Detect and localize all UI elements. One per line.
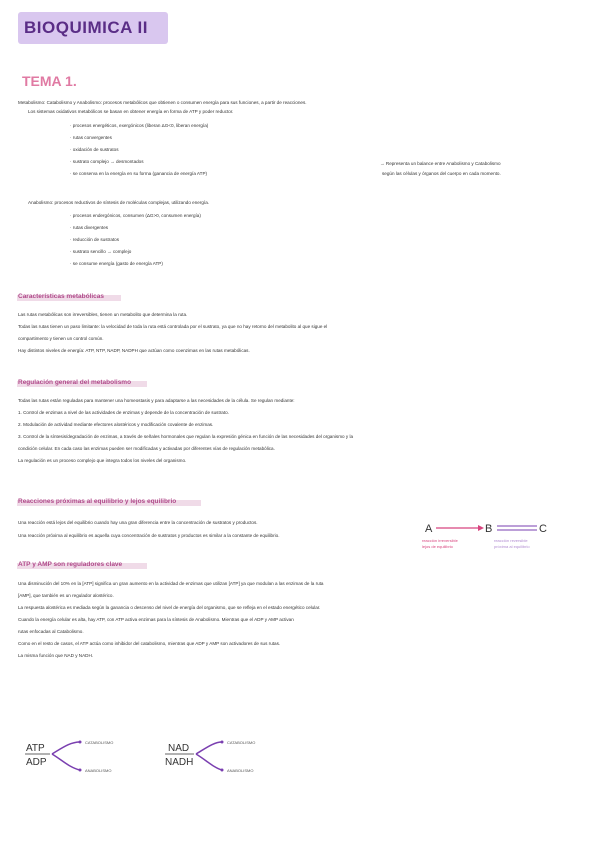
irreversible-label: reacción irreversible [422, 538, 458, 543]
reversible-label: reacción reversible [494, 538, 528, 543]
atp-adp-diagram [20, 730, 140, 780]
atp-line: [AMP], que también es un regulador alostérico. [18, 593, 114, 598]
catabolism-item: · oxidación de sustratos [70, 147, 119, 152]
metabolite-b: B [485, 523, 493, 535]
anabolism-item: · sustrato sencillo → complejo [70, 249, 132, 254]
atp-line: rutas enfocadas al Catabolismo. [18, 629, 84, 634]
adp-label: ADP [26, 757, 47, 768]
metabolite-c: C [539, 523, 547, 535]
anabolism-branch [52, 754, 80, 770]
metabolite-a: A [425, 523, 433, 535]
atp-line: La respuesta alostérica es mediada según la ganancia o descenso del nivel de energía del organismo, que se refleja en el estado energético celular. [18, 605, 321, 610]
anabolism-branch [196, 754, 222, 770]
equilibrium-diagram [420, 518, 560, 558]
regulation-line: 2. Modulación de actividad mediante efectores alostéricos y modificación covalente de enzimas. [18, 422, 214, 427]
catabolism-branch [52, 742, 80, 754]
irreversible-sub-label: lejos de equilibrio [422, 544, 453, 549]
catabolism-branch [196, 742, 222, 754]
catabolism-item: · se conserva en la energía en su forma (ganancia de energía ATP) [70, 171, 208, 176]
reactions-line: Una reacción próxima al equilibrio es aquella cuya concentración de sustratos y productos es similar a la constante de equilibrio. [18, 533, 280, 538]
nad-label: NAD [168, 743, 190, 754]
nad-nadh-diagram [160, 730, 280, 780]
section-heading-reactions: Reacciones próximas al equilibrio y lejos equilibrio [18, 498, 177, 505]
atp-label: ATP [26, 743, 45, 754]
catabolism-item: · sustrato complejo → desmontados [70, 159, 144, 164]
characteristics-line: compartimento y tienen un control común. [18, 336, 104, 341]
intro-line-2: Los sistemas oxidativos metabólicos se basan en obtener energía en forma de ATP y poder reductor. [28, 109, 234, 114]
regulation-line: 3. Control de la síntesis/degradación de enzimas, a través de señales hormonales que regulan la expresión génica en función de las necesidades del organismo y la [18, 434, 354, 439]
document-title: BIOQUIMICA II [24, 18, 148, 37]
side-note: según las células y órganos del cuerpo en cada momento. [382, 171, 501, 176]
side-note: → Representa un balance entre Anabolismo y Catabolismo [380, 161, 501, 166]
tema-heading: TEMA 1. [22, 73, 77, 89]
anabolism-label: ANABOLISMO [85, 768, 112, 773]
nadh-label: NADH [165, 757, 194, 768]
anabolism-item: · rutas divergentes [70, 225, 109, 230]
anabolism-item: · se consume energía (gasto de energía ATP) [70, 261, 163, 266]
catabolism-label: CATABOLISMO [227, 740, 256, 745]
atp-line: La misma función que NAD y NADH. [18, 653, 94, 658]
regulation-line: Todas las rutas están reguladas para mantener una homeostasis y para adaptarse a las necesidades de la célula. Se regulan mediante: [18, 398, 295, 403]
characteristics-line: Las rutas metabólicas son irreversibles, tienen un metabolito que determina la ruta. [18, 312, 188, 317]
section-heading-characteristics: Características metabólicas [18, 293, 104, 300]
anabolism-label: ANABOLISMO [227, 768, 254, 773]
catabolism-label: CATABOLISMO [85, 740, 114, 745]
irreversible-arrowhead [478, 525, 484, 531]
section-heading-atp: ATP y AMP son reguladores clave [18, 561, 123, 568]
catabolism-item: · rutas convergentes [70, 135, 112, 140]
intro-line-1: Metabolismo: Catabolismo y Anabolismo: procesos metabólicos que obtienen o consumen energía para sus funciones, a partir de reacciones. [18, 100, 307, 105]
reversible-sub-label: próxima al equilibrio [494, 544, 530, 549]
atp-line: Cuando la energía celular es alta, hay ATP, con ATP activa enzimas para la síntesis de Anabolismo. Mientras que el ADP y AMP activan [18, 617, 294, 622]
catabolism-item: · procesos energéticos, exergónicos (liberan ΔG<0, liberan energía) [70, 123, 209, 128]
atp-line: Una disminución del 10% en la [ATP] significa un gran aumento en la actividad de enzimas que utilizan [ATP] ya que modulan a las enzimas de la ruta [18, 581, 324, 586]
anabolism-item: · procesos endergónicos, consumen (ΔG>0, consumen energía) [70, 213, 201, 218]
anabolism-item: · reducción de sustratos [70, 237, 120, 242]
characteristics-line: Todas las rutas tienen un paso limitante: la velocidad de toda la ruta está controlada por el sustrato, ya que no hay retorno del metabolito al que sigue el [18, 324, 328, 329]
reactions-line: Una reacción está lejos del equilibrio cuando hay una gran diferencia entre la concentración de sustratos y productos. [18, 520, 258, 525]
regulation-line: 1. Control de enzimas a nivel de las actividades de enzimas y depende de la concentración de sustrato. [18, 410, 229, 415]
regulation-line: La regulación es un proceso complejo que integra todos los niveles del organismo. [18, 458, 187, 463]
atp-line: Como en el resto de casos, el ATP actúa como inhibidor del catabolismo, mientras que ADP y AMP son activadores de sus rutas. [18, 641, 281, 646]
characteristics-line: Hay distintos niveles de energía: ATP, NTP, NADP, NADPH que actúan como coenzimas en las rutas metabólicas. [18, 348, 250, 353]
section-heading-regulation: Regulación general del metabolismo [18, 379, 132, 386]
regulation-line: condición celular. En cada caso las enzimas pueden ser modificadas y activadas por diferentes vías de regulación metabólica. [18, 446, 275, 451]
anabolism-intro: Anabolismo: procesos reductivos de síntesis de moléculas complejas, utilizando energía. [28, 200, 210, 205]
